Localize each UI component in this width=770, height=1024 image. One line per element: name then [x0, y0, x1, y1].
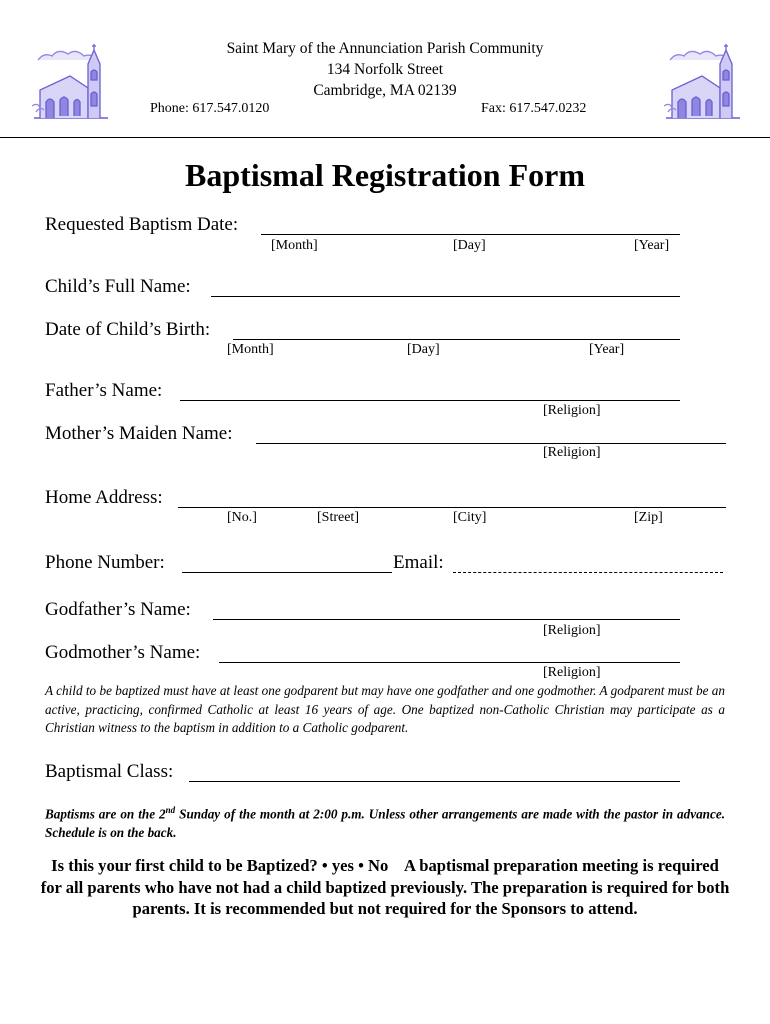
header-divider — [0, 137, 770, 138]
godmother-name-label: Godmother’s Name: — [45, 642, 201, 663]
mother-name-field[interactable] — [256, 443, 726, 444]
address-street-caption: [Street] — [317, 510, 359, 525]
parish-street: 134 Norfolk Street — [326, 61, 444, 78]
phone-number-label: Phone Number: — [45, 552, 165, 573]
address-no-caption: [No.] — [227, 510, 257, 525]
birth-date-field[interactable] — [233, 339, 680, 340]
baptismal-class-label: Baptismal Class: — [45, 761, 174, 782]
phone-number-field[interactable] — [182, 572, 392, 573]
baptism-month-caption: [Month] — [271, 238, 318, 253]
mother-name-label: Mother’s Maiden Name: — [45, 423, 233, 444]
godmother-name-field[interactable] — [219, 662, 680, 663]
baptism-year-caption: [Year] — [634, 238, 670, 253]
home-address-field[interactable] — [178, 507, 726, 508]
address-zip-caption: [Zip] — [634, 510, 663, 525]
child-name-field[interactable] — [211, 296, 680, 297]
father-name-field[interactable] — [180, 400, 680, 401]
home-address-label: Home Address: — [45, 487, 163, 508]
godfather-name-field[interactable] — [213, 619, 680, 620]
email-field[interactable] — [453, 572, 723, 573]
baptism-date-label: Requested Baptism Date: — [45, 214, 239, 235]
schedule-note: Baptisms are on the 2nd Sunday of the month at 2:00 p.m. Unless other arrangements are made with the pastor in advance. Schedule is on the back. — [45, 805, 725, 841]
address-city-caption: [City] — [453, 510, 487, 525]
birth-date-label: Date of Child’s Birth: — [45, 319, 211, 340]
father-name-label: Father’s Name: — [45, 380, 163, 401]
email-label: Email: — [393, 552, 444, 573]
first-child-paragraph — [40, 855, 730, 920]
first-child-question[interactable]: Is this your first child to be Baptized? • yes • No — [51, 856, 389, 875]
birth-year-caption: [Year] — [589, 342, 625, 357]
preparation-statement: A baptismal preparation meeting is required for all parents who have not had a child baptized previously. The preparation is required for both parents. It is recommended but not required for the Sponsors to attend. — [40, 856, 730, 918]
baptism-date-field[interactable] — [261, 234, 680, 235]
birth-month-caption: [Month] — [227, 342, 274, 357]
godparent-note: A child to be baptized must have at least one godparent but may have one godfather and one godmother. A godparent must be an active, practicing, confirmed Catholic at least 16 years of age. One baptized non-Catholic Christian may participate as a Christian witness to the baptism in addition to a Catholic godparent. — [45, 683, 725, 736]
godfather-religion-caption: [Religion] — [543, 623, 601, 638]
parish-phone: Phone: 617.547.0120 — [150, 101, 270, 116]
godfather-name-label: Godfather’s Name: — [45, 599, 191, 620]
mother-religion-caption: [Religion] — [543, 445, 601, 460]
godmother-religion-caption: [Religion] — [543, 665, 601, 680]
parish-name: Saint Mary of the Annunciation Parish Community — [226, 40, 544, 57]
father-religion-caption: [Religion] — [543, 403, 601, 418]
baptismal-class-field[interactable] — [189, 781, 680, 782]
form-title: Baptismal Registration Form — [185, 157, 585, 193]
parish-fax: Fax: 617.547.0232 — [481, 101, 587, 116]
baptism-day-caption: [Day] — [453, 238, 486, 253]
birth-day-caption: [Day] — [407, 342, 440, 357]
child-name-label: Child’s Full Name: — [45, 276, 191, 297]
parish-city: Cambridge, MA 02139 — [313, 82, 457, 99]
